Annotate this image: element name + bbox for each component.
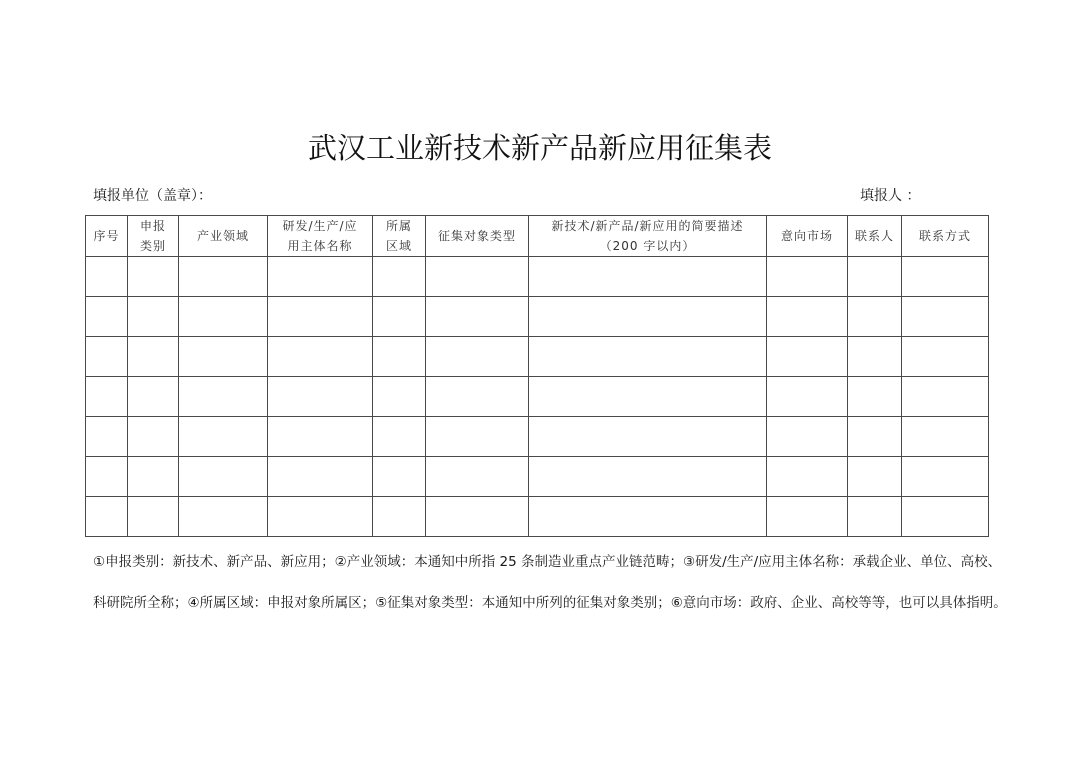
table-cell[interactable] [179,497,268,537]
table-cell[interactable] [128,377,179,417]
table-cell[interactable] [86,337,128,377]
column-header-text: 联系人 [854,229,894,243]
table-cell[interactable] [767,457,848,497]
column-header-text: 序号 [93,229,120,243]
column-header-text: 新技术/新产品/新应用的简要描述 [551,219,744,233]
table-cell[interactable] [529,257,767,297]
column-header-text: 意向市场 [780,229,833,243]
table-cell[interactable] [848,497,902,537]
table-cell[interactable] [848,377,902,417]
table-cell[interactable] [373,457,426,497]
table-cell[interactable] [86,297,128,337]
table-cell[interactable] [767,297,848,337]
table-cell[interactable] [767,257,848,297]
table-cell[interactable] [426,297,529,337]
table-row [86,457,989,497]
table-cell[interactable] [426,497,529,537]
table-cell[interactable] [529,377,767,417]
table-cell[interactable] [179,297,268,337]
table-cell[interactable] [268,257,373,297]
table-cell[interactable] [529,337,767,377]
column-header-text: 产业领域 [196,229,249,243]
column-header-text: 所属 [385,219,412,233]
table-cell[interactable] [268,457,373,497]
filler-label: 填报人 ： [860,188,921,204]
column-header-text: 区域 [385,239,412,253]
table-cell[interactable] [529,497,767,537]
table-cell[interactable] [86,457,128,497]
table-header-row [86,216,989,257]
table-cell[interactable] [373,417,426,457]
table-cell[interactable] [902,417,989,457]
column-header-text: 联系方式 [918,229,971,243]
column-header [128,216,179,257]
table-row [86,257,989,297]
collection-form-table [85,215,989,537]
column-header-text: 申报 [139,219,166,233]
table-cell[interactable] [902,497,989,537]
column-header [373,216,426,257]
table-cell[interactable] [128,497,179,537]
column-header [86,216,128,257]
table-cell[interactable] [373,297,426,337]
table-cell[interactable] [848,417,902,457]
table-row [86,497,989,537]
table-row [86,297,989,337]
table-cell[interactable] [179,457,268,497]
table-cell[interactable] [902,457,989,497]
table-cell[interactable] [268,377,373,417]
table-cell[interactable] [268,417,373,457]
table-cell[interactable] [86,257,128,297]
table-cell[interactable] [86,497,128,537]
table-cell[interactable] [179,377,268,417]
table-cell[interactable] [767,497,848,537]
table-cell[interactable] [128,417,179,457]
table-cell[interactable] [767,377,848,417]
table-cell[interactable] [902,377,989,417]
table-cell[interactable] [426,377,529,417]
table-cell[interactable] [128,337,179,377]
table-cell[interactable] [767,337,848,377]
table-cell[interactable] [373,497,426,537]
table-cell[interactable] [529,417,767,457]
document-title: 武汉工业新技术新产品新应用征集表 [307,131,772,165]
table-cell[interactable] [268,297,373,337]
table-cell[interactable] [179,257,268,297]
column-header [426,216,529,257]
footnote-line-2: 科研院所全称；④所属区域：申报对象所属区；⑤征集对象类型：本通知中所列的征集对象类别；⑥意向市场：政府、企业、高校等等，也可以具体指明。 [93,595,1007,611]
table-cell[interactable] [902,337,989,377]
table-row [86,337,989,377]
table-cell[interactable] [128,457,179,497]
table-cell[interactable] [179,417,268,457]
table-row [86,377,989,417]
table-cell[interactable] [128,257,179,297]
table-cell[interactable] [179,337,268,377]
table-cell[interactable] [848,337,902,377]
table-cell[interactable] [86,417,128,457]
table-cell[interactable] [529,297,767,337]
table-cell[interactable] [373,337,426,377]
column-header [529,216,767,257]
table-cell[interactable] [128,297,179,337]
column-header [268,216,373,257]
table-cell[interactable] [529,457,767,497]
fill-unit-label: 填报单位（盖章）： [93,188,212,204]
table-cell[interactable] [902,257,989,297]
table-cell[interactable] [373,377,426,417]
table-cell[interactable] [848,257,902,297]
table-cell[interactable] [426,257,529,297]
table-cell[interactable] [848,297,902,337]
table-cell[interactable] [426,417,529,457]
footnote-line-1: ①申报类别：新技术、新产品、新应用；②产业领域：本通知中所指 25 条制造业重点产业链范畴；③研发/生产/应用主体名称：承载企业、单位、高校、 [93,554,1002,570]
table-body [86,257,989,537]
table-cell[interactable] [426,457,529,497]
column-header [767,216,848,257]
table-cell[interactable] [268,497,373,537]
column-header-text: 用主体名称 [287,239,353,253]
table-cell[interactable] [373,257,426,297]
column-header [902,216,989,257]
table-row [86,417,989,457]
column-header-text: （200 字以内） [599,239,696,253]
table-cell[interactable] [902,297,989,337]
column-header [179,216,268,257]
table-cell[interactable] [848,457,902,497]
table-cell[interactable] [767,417,848,457]
column-header-text: 类别 [139,239,166,253]
column-header [848,216,902,257]
column-header-text: 研发/生产/应 [282,219,358,233]
table-cell[interactable] [268,337,373,377]
table-cell[interactable] [86,377,128,417]
column-header-text: 征集对象类型 [437,229,516,243]
table-cell[interactable] [426,337,529,377]
